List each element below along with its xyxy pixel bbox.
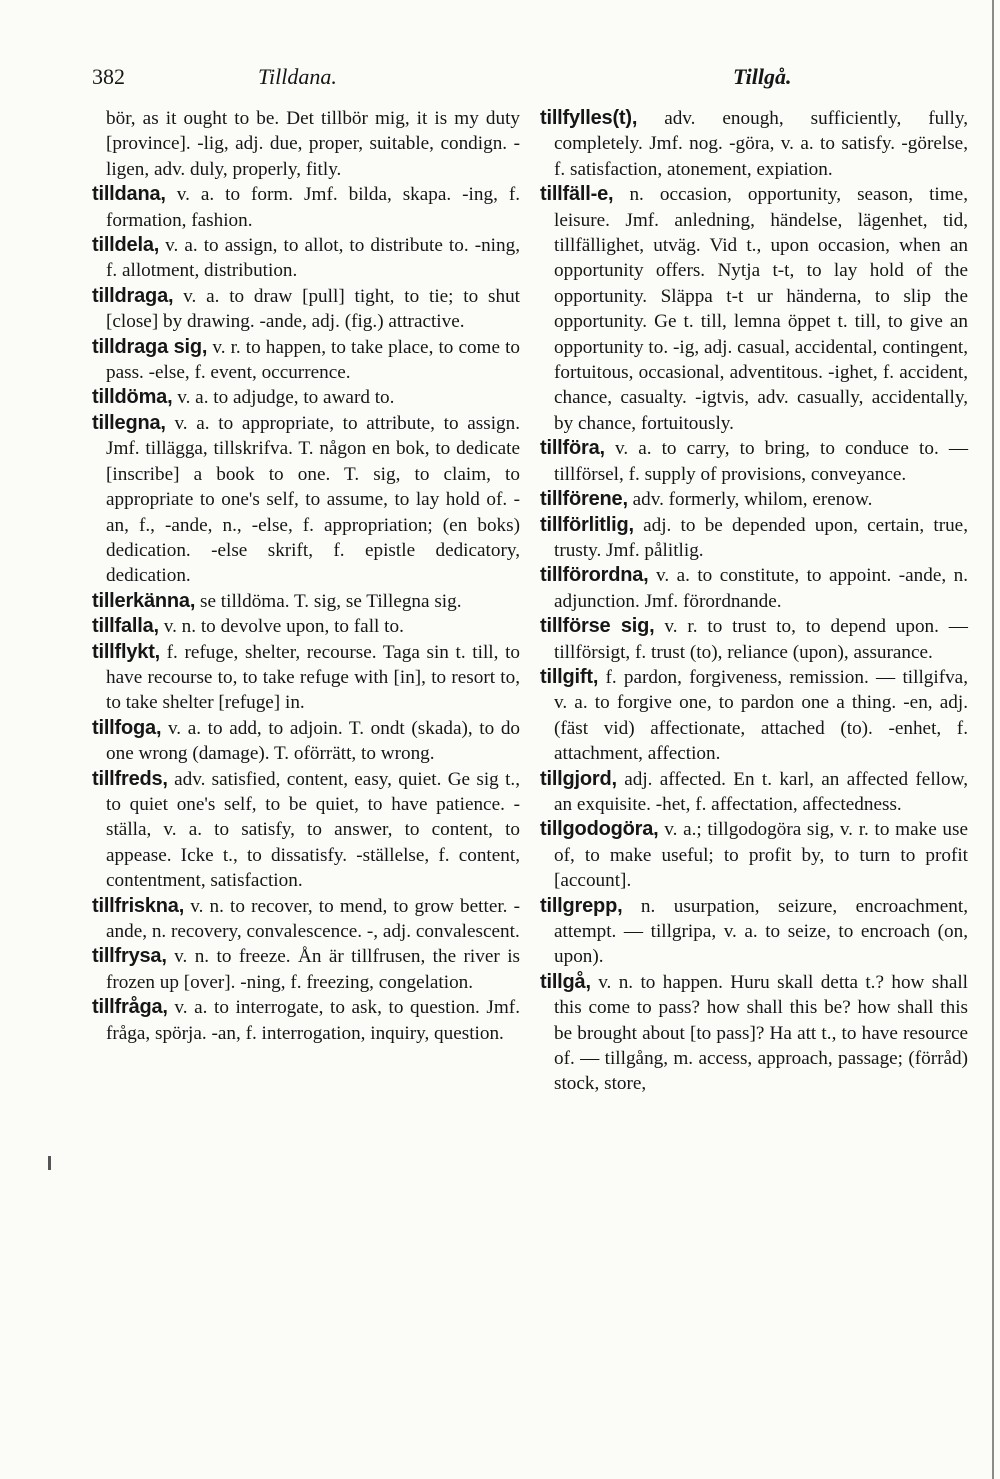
entry-definition: v. a. to form. Jmf. bilda, skapa. -ing, f. formation, fashion. [106,184,521,231]
entry-headword: tillföra, [540,437,605,460]
dictionary-entry [92,411,520,589]
entry-definition: v. a. to add, to adjoin. T. ondt (skada), to do one wrong (damage). T. oförrätt, to wrong. [106,717,521,765]
entry-definition: adv. enough, sufficiently, fully, completely. Jmf. nog. -göra, v. a. to satisfy. -görelse, f. satisfaction, atonement, expiation. [554,108,968,180]
entry-definition: v. a. to constitute, to appoint. -ande, n. adjunction. Jmf. förordnande. [554,565,968,612]
entry-headword: tillgift, [540,665,599,688]
entry-definition: v. a. to appropriate, to attribute, to assign. Jmf. tillägga, tillskrifva. T. någon en bok, to dedicate [inscribe] a book to one. T. sig, to claim, to appropriate to one's self, to assume, to lay hold of. -an, f., -ande, n., -else, f. appropriation; (en boks) dedication. -else skrift, f. epistle dedicatory, dedication. [106,412,521,587]
entry-headword: tillgodogöra, [540,818,659,841]
dictionary-entry [540,106,968,182]
entry-headword: tillfylles(t), [540,107,638,129]
entry-headword: tillfoga, [92,716,162,739]
entry-definition: v. n. to recover, to mend, to grow better. -ande, n. recovery, convalescence. -, adj. convalescent. [106,895,520,942]
entry-headword: tillgå, [540,970,591,993]
entry-headword: tillegna, [92,411,166,434]
entry-headword: tilldöma, [92,386,173,409]
entry-definition: v. n. to devolve upon, to fall to. [163,616,404,638]
entry-definition: f. refuge, shelter, recourse. Taga sin t. till, to have recourse to, to take refuge with [in], to resort to, to take shelter [refuge] in. [106,641,520,714]
entry-definition: adv. satisfied, content, easy, quiet. Ge sig t., to quiet one's self, to be quiet, to have patience. -ställa, v. a. to satisfy, to answer, to content, to appease. Icke t., to dissatisfy. -ställelse, f. content, contentment, satisfaction. [106,768,521,892]
dictionary-entry [540,894,968,970]
right-column [540,106,968,1097]
dictionary-entry [92,233,520,284]
entry-definition: adv. formerly, whilom, erenow. [632,489,873,511]
dictionary-entry [92,894,520,945]
entry-definition: v. a. to interrogate, to ask, to question. Jmf. fråga, spörja. -an, f. interrogation, inquiry, question. [106,997,520,1044]
dictionary-entry [92,614,520,639]
entry-definition: v. a. to draw [pull] tight, to tie; to shut [close] by drawing. -ande, adj. (fig.) attractive. [106,285,521,333]
entry-definition: v. n. to freeze. Ån är tillfrusen, the river is frozen up [over]. -ning, f. freezing, congelation. [106,946,520,993]
entry-headword: tillförene, [540,488,628,511]
entry-headword: tillfäll-e, [540,183,614,206]
dictionary-entry [540,436,968,487]
margin-mark [48,1156,51,1170]
entry-headword: tillförlitlig, [540,513,634,536]
page-header [92,64,972,98]
dictionary-entry [540,513,968,564]
dictionary-entry [92,589,520,614]
page-number: 382 [92,64,125,89]
dictionary-entry [92,106,520,182]
entry-definition: v. r. to trust to, to depend upon. — tillförsigt, f. trust (to), reliance (upon), assurance. [554,616,968,663]
entry-headword: tilldraga, [92,284,174,307]
dictionary-entry [92,716,520,767]
dictionary-entry [540,182,968,436]
dictionary-entry [540,970,968,1097]
running-head-left: Tilldana. [258,64,337,89]
entry-headword: tillförse sig, [540,615,655,638]
dictionary-entry [540,487,968,512]
dictionary-entry [540,614,968,665]
dictionary-entry [540,767,968,818]
dictionary-entry [540,665,968,767]
entry-headword: tillfriskna, [92,894,185,917]
entry-headword: tillgjord, [540,767,617,790]
entry-definition: adj. to be depended upon, certain, true, trusty. Jmf. pålitlig. [554,514,969,561]
entry-headword: tillfrysa, [92,945,167,968]
entry-headword: tillerkänna, [92,589,196,612]
entry-headword: tilldela, [92,234,160,257]
left-column [92,106,520,1046]
entry-definition: n. usurpation, seizure, encroachment, attempt. — tillgripa, v. a. to seize, to encroach (on, upon). [554,895,969,968]
dictionary-entry [92,284,520,335]
entry-definition: se tilldöma. T. sig, se Tillegna sig. [200,590,462,612]
entry-headword: tillförordna, [540,564,649,587]
entry-headword: tillfalla, [92,615,159,638]
dictionary-entry [92,995,520,1046]
dictionary-entry [92,767,520,894]
entry-definition: f. pardon, forgiveness, remission. — tillgifva, v. a. to forgive one, to pardon one a thing. -en, adj. (fäst vid) affectionate, attached (to). -enhet, f. attachment, affection. [554,666,968,765]
entry-definition: v. a.; tillgodogöra sig, v. r. to make use of, to make useful; to profit by, to turn to profit [account]. [554,819,969,892]
running-head-right: Tillgå. [733,64,792,89]
entry-headword: tillfråga, [92,996,168,1019]
dictionary-entry [92,335,520,386]
entry-definition: adj. affected. En t. karl, an affected fellow, an exquisite. -het, f. affectation, affectedness. [554,768,968,815]
dictionary-entry [92,182,520,233]
entry-headword: tilldraga sig, [92,335,208,358]
dictionary-entry [92,385,520,410]
dictionary-entry [92,944,520,995]
entry-definition: bör, as it ought to be. Det tillbör mig, it is my duty [province]. -lig, adj. due, proper, suitable, condign. -ligen, adv. duly, properly, fitly. [106,108,520,180]
entry-definition: v. n. to happen. Huru skall detta t.? how shall this come to pass? how shall this be? how shall this be brought about [to pass]? Ha att t., to have resource of. — tillgång, m. access, approach, passage; (förråd) stock, store, [554,971,969,1095]
dictionary-entry [92,640,520,716]
entry-definition: v. a. to assign, to allot, to distribute to. -ning, f. allotment, distribution. [106,235,521,282]
entry-headword: tillflykt, [92,640,161,663]
entry-headword: tillfreds, [92,767,168,790]
dictionary-entry [540,563,968,614]
entry-headword: tillgrepp, [540,894,623,917]
dictionary-entry [540,817,968,893]
page-edge-rule [992,0,994,1479]
entry-definition: v. a. to adjudge, to award to. [177,387,395,409]
entry-definition: v. a. to carry, to bring, to conduce to. — tillförsel, f. supply of provisions, conveyance. [554,438,969,485]
entry-headword: tilldana, [92,183,166,206]
entry-definition: n. occasion, opportunity, season, time, leisure. Jmf. anledning, händelse, lägenhet, tid, tillfällighet, utväg. Vid t., upon occasion, when an opportunity offers. Nytja t-t, to lay hold of the opportunity. Släppa t-t ur händerna, to slip the opportunity. Ge t. till, lemna öppet t. till, to give an opportunity to. -ig, adj. casual, accidental, contingent, fortuitous, occasional, adventitous. -ighet, f. accident, chance, casualty. -igtvis, adv. casually, accidentally, by chance, fortuitously. [554,184,968,434]
entry-definition: v. r. to happen, to take place, to come to pass. -else, f. event, occurrence. [106,336,520,384]
